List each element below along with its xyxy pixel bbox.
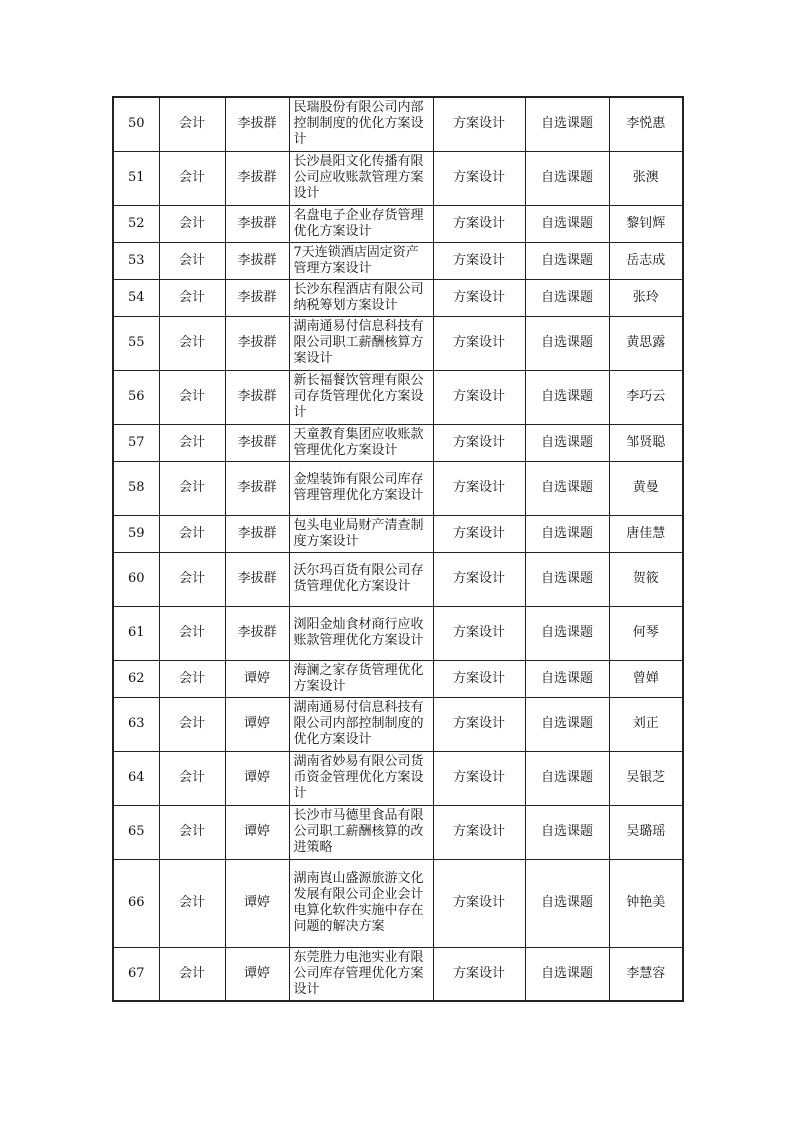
student-cell: 李慧容 bbox=[609, 947, 683, 1001]
topic-type-cell: 方案设计 bbox=[433, 606, 525, 660]
advisor-cell: 李拔群 bbox=[225, 515, 289, 552]
student-cell: 邹贤聪 bbox=[609, 424, 683, 461]
table-row bbox=[113, 424, 683, 461]
row-number-cell: 51 bbox=[113, 151, 159, 205]
topic-type-cell: 方案设计 bbox=[433, 370, 525, 424]
topic-cell: 长沙晨阳文化传播有限公司应收账款管理方案设计 bbox=[289, 151, 433, 205]
topic-cell: 东莞胜力电池实业有限公司库存管理优化方案设计 bbox=[289, 947, 433, 1001]
topic-type-cell: 方案设计 bbox=[433, 751, 525, 805]
advisor-cell: 谭婷 bbox=[225, 697, 289, 751]
major-cell: 会计 bbox=[159, 515, 225, 552]
topic-source-cell: 自选课题 bbox=[525, 859, 609, 947]
major-cell: 会计 bbox=[159, 552, 225, 606]
row-number-cell: 59 bbox=[113, 515, 159, 552]
topic-cell: 湖南通易付信息科技有限公司内部控制制度的优化方案设计 bbox=[289, 697, 433, 751]
row-number-cell: 65 bbox=[113, 805, 159, 859]
major-cell: 会计 bbox=[159, 751, 225, 805]
row-number-cell: 63 bbox=[113, 697, 159, 751]
topic-type-cell: 方案设计 bbox=[433, 97, 525, 151]
topic-source-cell: 自选课题 bbox=[525, 316, 609, 370]
student-cell: 黄曼 bbox=[609, 461, 683, 515]
table-row bbox=[113, 205, 683, 242]
topic-cell: 包头电业局财产清查制度方案设计 bbox=[289, 515, 433, 552]
topic-source-cell: 自选课题 bbox=[525, 606, 609, 660]
table-row bbox=[113, 751, 683, 805]
topic-source-cell: 自选课题 bbox=[525, 370, 609, 424]
student-cell: 曾婵 bbox=[609, 660, 683, 697]
topic-cell: 海澜之家存货管理优化方案设计 bbox=[289, 660, 433, 697]
student-cell: 李巧云 bbox=[609, 370, 683, 424]
advisor-cell: 李拔群 bbox=[225, 205, 289, 242]
major-cell: 会计 bbox=[159, 316, 225, 370]
topic-source-cell: 自选课题 bbox=[525, 805, 609, 859]
table-row bbox=[113, 316, 683, 370]
student-cell: 岳志成 bbox=[609, 242, 683, 279]
student-cell: 钟艳美 bbox=[609, 859, 683, 947]
topic-type-cell: 方案设计 bbox=[433, 947, 525, 1001]
table-row bbox=[113, 151, 683, 205]
student-cell: 贺筱 bbox=[609, 552, 683, 606]
major-cell: 会计 bbox=[159, 151, 225, 205]
topic-type-cell: 方案设计 bbox=[433, 660, 525, 697]
major-cell: 会计 bbox=[159, 859, 225, 947]
topic-type-cell: 方案设计 bbox=[433, 205, 525, 242]
major-cell: 会计 bbox=[159, 606, 225, 660]
topic-source-cell: 自选课题 bbox=[525, 461, 609, 515]
student-cell: 何琴 bbox=[609, 606, 683, 660]
major-cell: 会计 bbox=[159, 205, 225, 242]
topic-source-cell: 自选课题 bbox=[525, 242, 609, 279]
row-number-cell: 64 bbox=[113, 751, 159, 805]
topic-source-cell: 自选课题 bbox=[525, 697, 609, 751]
topic-source-cell: 自选课题 bbox=[525, 279, 609, 316]
table-row bbox=[113, 859, 683, 947]
major-cell: 会计 bbox=[159, 461, 225, 515]
major-cell: 会计 bbox=[159, 660, 225, 697]
topic-type-cell: 方案设计 bbox=[433, 805, 525, 859]
topic-source-cell: 自选课题 bbox=[525, 205, 609, 242]
topic-cell: 湖南通易付信息科技有限公司职工薪酬核算方案设计 bbox=[289, 316, 433, 370]
topic-source-cell: 自选课题 bbox=[525, 660, 609, 697]
topic-cell: 沃尔玛百货有限公司存货管理优化方案设计 bbox=[289, 552, 433, 606]
row-number-cell: 54 bbox=[113, 279, 159, 316]
topic-cell: 湖南省妙易有限公司货币资金管理优化方案设计 bbox=[289, 751, 433, 805]
topic-cell: 浏阳金灿食材商行应收账款管理优化方案设计 bbox=[289, 606, 433, 660]
row-number-cell: 60 bbox=[113, 552, 159, 606]
table-body bbox=[113, 97, 683, 1001]
advisor-cell: 李拔群 bbox=[225, 461, 289, 515]
advisor-cell: 谭婷 bbox=[225, 805, 289, 859]
table-row bbox=[113, 697, 683, 751]
row-number-cell: 67 bbox=[113, 947, 159, 1001]
table-row bbox=[113, 242, 683, 279]
student-cell: 张玲 bbox=[609, 279, 683, 316]
topic-type-cell: 方案设计 bbox=[433, 515, 525, 552]
row-number-cell: 61 bbox=[113, 606, 159, 660]
topic-type-cell: 方案设计 bbox=[433, 461, 525, 515]
topic-type-cell: 方案设计 bbox=[433, 552, 525, 606]
table-row bbox=[113, 660, 683, 697]
topic-source-cell: 自选课题 bbox=[525, 424, 609, 461]
topic-source-cell: 自选课题 bbox=[525, 751, 609, 805]
major-cell: 会计 bbox=[159, 370, 225, 424]
table-row bbox=[113, 606, 683, 660]
advisor-cell: 李拔群 bbox=[225, 279, 289, 316]
topic-cell: 民瑞股份有限公司内部控制制度的优化方案设计 bbox=[289, 97, 433, 151]
topic-type-cell: 方案设计 bbox=[433, 697, 525, 751]
topic-source-cell: 自选课题 bbox=[525, 515, 609, 552]
topic-cell: 新长福餐饮管理有限公司存货管理优化方案设计 bbox=[289, 370, 433, 424]
student-cell: 吴银芝 bbox=[609, 751, 683, 805]
advisor-cell: 李拔群 bbox=[225, 370, 289, 424]
topic-source-cell: 自选课题 bbox=[525, 151, 609, 205]
topic-source-cell: 自选课题 bbox=[525, 552, 609, 606]
topic-cell: 天童教育集团应收账款管理优化方案设计 bbox=[289, 424, 433, 461]
advisor-cell: 李拔群 bbox=[225, 316, 289, 370]
topic-source-cell: 自选课题 bbox=[525, 97, 609, 151]
row-number-cell: 66 bbox=[113, 859, 159, 947]
topic-table bbox=[112, 96, 684, 1002]
topic-type-cell: 方案设计 bbox=[433, 424, 525, 461]
row-number-cell: 53 bbox=[113, 242, 159, 279]
advisor-cell: 李拔群 bbox=[225, 606, 289, 660]
student-cell: 张澳 bbox=[609, 151, 683, 205]
topic-cell: 金煌装饰有限公司库存管理管理优化方案设计 bbox=[289, 461, 433, 515]
student-cell: 黄思露 bbox=[609, 316, 683, 370]
table-row bbox=[113, 552, 683, 606]
student-cell: 吴璐瑶 bbox=[609, 805, 683, 859]
advisor-cell: 李拔群 bbox=[225, 97, 289, 151]
advisor-cell: 李拔群 bbox=[225, 552, 289, 606]
major-cell: 会计 bbox=[159, 697, 225, 751]
major-cell: 会计 bbox=[159, 279, 225, 316]
major-cell: 会计 bbox=[159, 424, 225, 461]
topic-cell: 长沙东程酒店有限公司纳税筹划方案设计 bbox=[289, 279, 433, 316]
student-cell: 唐佳慧 bbox=[609, 515, 683, 552]
row-number-cell: 50 bbox=[113, 97, 159, 151]
topic-cell: 7天连锁酒店固定资产管理方案设计 bbox=[289, 242, 433, 279]
row-number-cell: 58 bbox=[113, 461, 159, 515]
student-cell: 黎钊辉 bbox=[609, 205, 683, 242]
row-number-cell: 56 bbox=[113, 370, 159, 424]
topic-cell: 名盘电子企业存货管理优化方案设计 bbox=[289, 205, 433, 242]
table-row bbox=[113, 370, 683, 424]
student-cell: 刘正 bbox=[609, 697, 683, 751]
table-row bbox=[113, 805, 683, 859]
table-row bbox=[113, 279, 683, 316]
advisor-cell: 李拔群 bbox=[225, 151, 289, 205]
student-cell: 李悦惠 bbox=[609, 97, 683, 151]
topic-cell: 湖南崀山盛源旅游文化发展有限公司企业会计电算化软件实施中存在问题的解决方案 bbox=[289, 859, 433, 947]
topic-cell: 长沙市马德里食品有限公司职工薪酬核算的改进策略 bbox=[289, 805, 433, 859]
topic-type-cell: 方案设计 bbox=[433, 279, 525, 316]
table-row bbox=[113, 97, 683, 151]
advisor-cell: 李拔群 bbox=[225, 242, 289, 279]
topic-type-cell: 方案设计 bbox=[433, 316, 525, 370]
advisor-cell: 李拔群 bbox=[225, 424, 289, 461]
major-cell: 会计 bbox=[159, 97, 225, 151]
topic-source-cell: 自选课题 bbox=[525, 947, 609, 1001]
advisor-cell: 谭婷 bbox=[225, 859, 289, 947]
major-cell: 会计 bbox=[159, 805, 225, 859]
table-row bbox=[113, 461, 683, 515]
topic-type-cell: 方案设计 bbox=[433, 151, 525, 205]
topic-type-cell: 方案设计 bbox=[433, 242, 525, 279]
row-number-cell: 57 bbox=[113, 424, 159, 461]
row-number-cell: 62 bbox=[113, 660, 159, 697]
major-cell: 会计 bbox=[159, 242, 225, 279]
table-row bbox=[113, 947, 683, 1001]
topic-type-cell: 方案设计 bbox=[433, 859, 525, 947]
advisor-cell: 谭婷 bbox=[225, 947, 289, 1001]
advisor-cell: 谭婷 bbox=[225, 660, 289, 697]
advisor-cell: 谭婷 bbox=[225, 751, 289, 805]
row-number-cell: 55 bbox=[113, 316, 159, 370]
row-number-cell: 52 bbox=[113, 205, 159, 242]
table-row bbox=[113, 515, 683, 552]
major-cell: 会计 bbox=[159, 947, 225, 1001]
